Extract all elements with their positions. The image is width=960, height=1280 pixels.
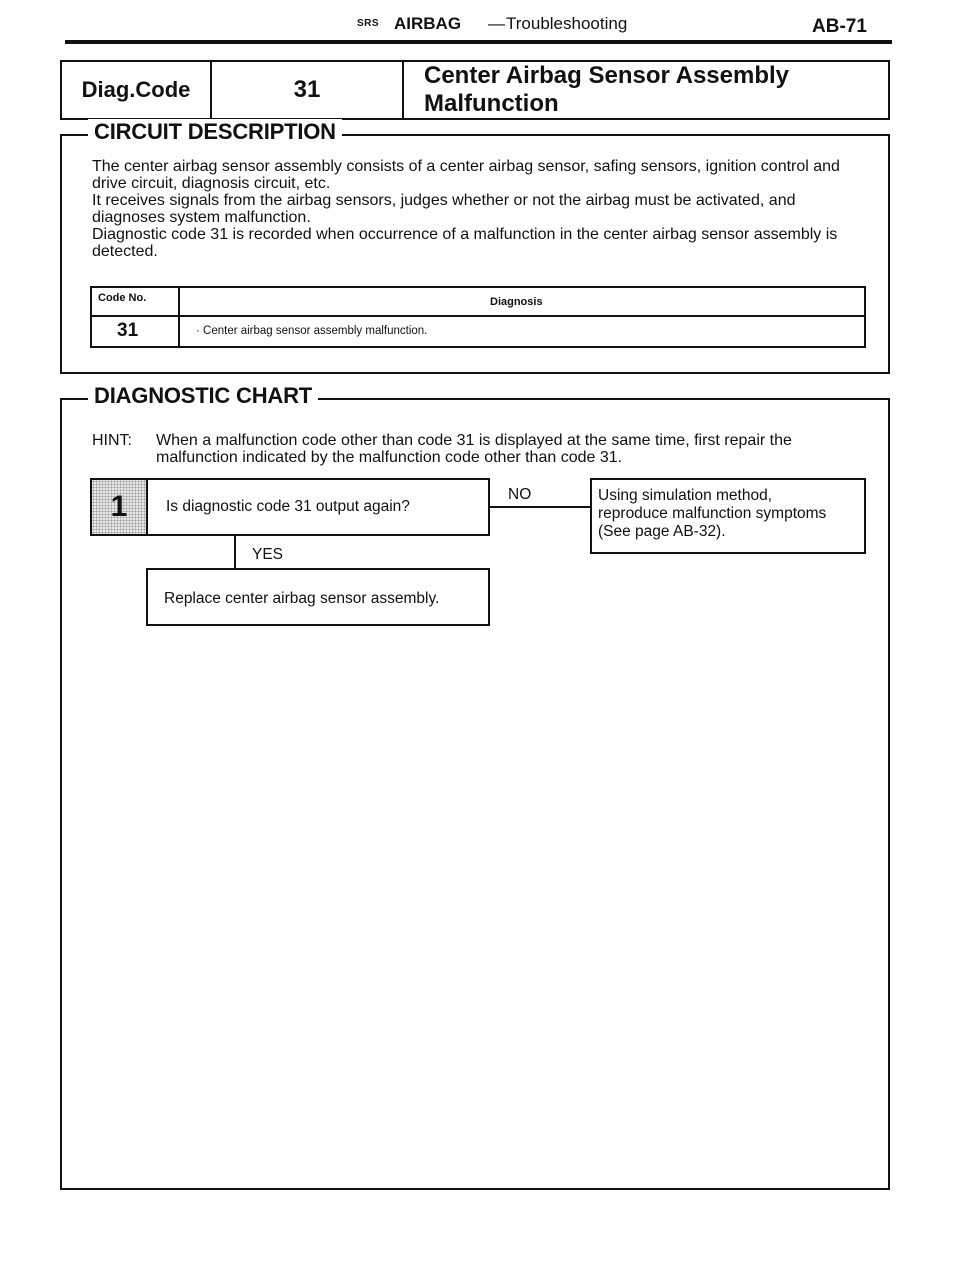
diag-code-label: Diag.Code <box>62 62 212 118</box>
circuit-line: It receives signals from the airbag sensors, judges whether or not the airbag must be activated, and <box>92 192 796 209</box>
diag-code-title: Center Airbag Sensor Assembly Malfunction <box>424 62 790 117</box>
yes-branch-label: YES <box>252 546 284 563</box>
hint-line: malfunction indicated by the malfunction code other than code 31. <box>156 449 623 466</box>
circuit-line: drive circuit, diagnosis circuit, etc. <box>92 175 331 192</box>
header-rule <box>65 40 892 44</box>
circuit-line: detected. <box>92 243 158 260</box>
code-table <box>90 286 866 348</box>
step-1-badge-divider <box>146 478 148 536</box>
header-dash: — <box>488 14 505 33</box>
hint-text <box>156 432 886 466</box>
code-table-row-code: 31 <box>117 320 139 341</box>
header-section-title: AIRBAG <box>394 14 462 33</box>
circuit-line: diagnoses system malfunction. <box>92 209 311 226</box>
code-table-header-code: Code No. <box>98 292 147 304</box>
hint-line: When a malfunction code other than code 31 is displayed at the same time, first repair the <box>156 432 792 449</box>
code-table-header-rule <box>90 315 866 317</box>
yes-branch-line <box>234 536 236 568</box>
circuit-description-text <box>92 158 892 260</box>
code-table-header-diagnosis: Diagnosis <box>490 296 543 308</box>
diag-code-number: 31 <box>212 62 404 118</box>
header-section-prefix: SRS <box>357 18 380 29</box>
header-subtitle: Troubleshooting <box>506 14 628 33</box>
code-table-row-diagnosis: · Center airbag sensor assembly malfunction. <box>196 325 428 337</box>
circuit-line: The center airbag sensor assembly consists of a center airbag sensor, safing sensors, ignition control and <box>92 158 840 175</box>
no-action-line: (See page AB-32). <box>598 523 726 540</box>
step-1-question: Is diagnostic code 31 output again? <box>166 498 410 515</box>
circuit-line: Diagnostic code 31 is recorded when occurrence of a malfunction in the center airbag sensor assembly is <box>92 226 838 243</box>
step-1-badge: 1 <box>92 480 146 534</box>
diag-code-bar <box>60 60 890 120</box>
hint-label: HINT: <box>92 432 132 449</box>
no-action-line: reproduce malfunction symptoms <box>598 505 827 522</box>
no-action-text <box>598 487 826 541</box>
code-table-divider <box>178 286 180 348</box>
circuit-description-title: CIRCUIT DESCRIPTION <box>88 119 342 145</box>
no-action-line: Using simulation method, <box>598 487 773 504</box>
diagnostic-chart-title: DIAGNOSTIC CHART <box>88 383 318 409</box>
yes-action-text: Replace center airbag sensor assembly. <box>164 590 440 607</box>
page-number: AB-71 <box>812 16 867 37</box>
no-branch-label: NO <box>508 486 532 503</box>
no-branch-line <box>490 506 590 508</box>
